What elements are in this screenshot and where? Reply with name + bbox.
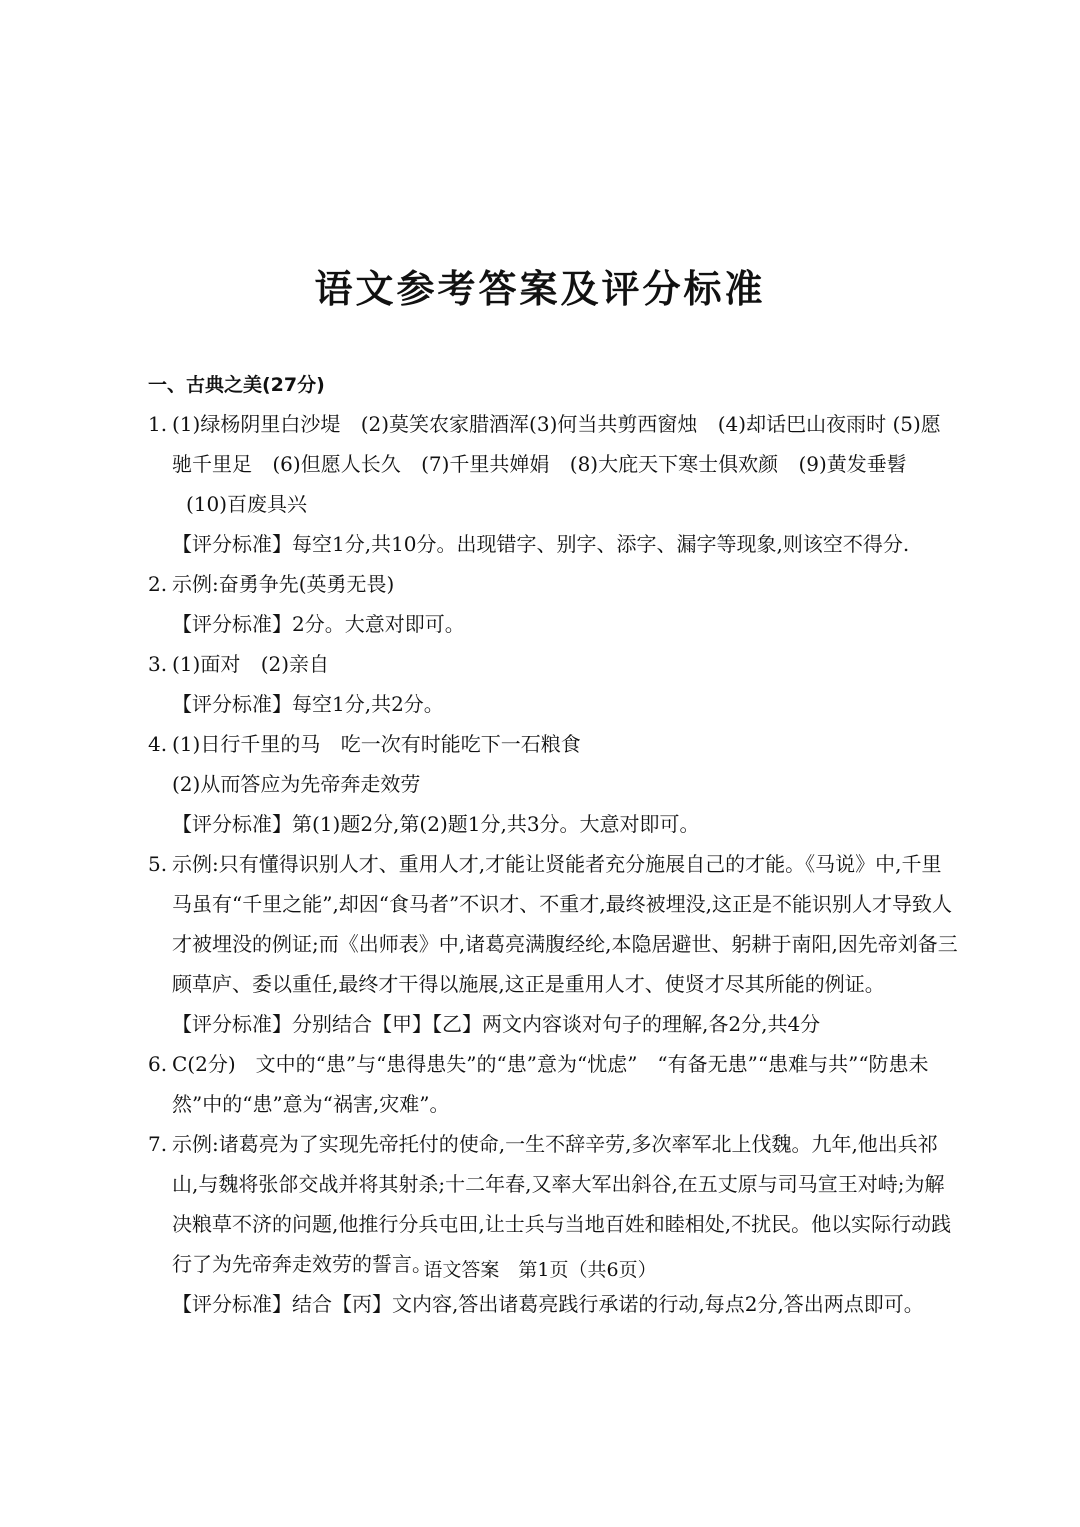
answer-text: 示例:诸葛亮为了实现先帝托付的使命,一生不辞辛劳,多次率军北上伐魏。九年,他出兵祁山,与魏将张郃交战并将其射杀;十二年春,又率大军出斜谷,在五丈原与司马宣王对峙;为解决粮草不济的问题,他推行分兵屯田,让士兵与当地百姓和睦相处,不扰民。他以实际行动践行了为先帝奔走效劳的誓言。 bbox=[172, 1132, 952, 1276]
answer-item-4 bbox=[148, 724, 958, 764]
scoring-standard: 【评分标准】分别结合【甲】【乙】两文内容谈对句子的理解,各2分,共4分 bbox=[172, 1012, 821, 1036]
answer-item-2 bbox=[148, 564, 958, 604]
item-number: 3. bbox=[148, 652, 168, 676]
page-title: 语文参考答案及评分标准 bbox=[314, 267, 766, 311]
item-number: 5. bbox=[148, 852, 168, 876]
blank-answer: (1)面对 bbox=[172, 652, 241, 676]
answer-item-6 bbox=[148, 1044, 958, 1124]
item-number: 2. bbox=[148, 572, 168, 596]
answer-part: (1)日行千里的马 bbox=[172, 732, 321, 756]
blank-answer: (6)但愿人长久 bbox=[272, 452, 401, 476]
blank-answer: (4)却话巴山夜雨时 bbox=[717, 412, 887, 436]
blank-answer: (3)何当共剪西窗烛 bbox=[529, 412, 698, 436]
section-heading: 一、古典之美(27分) bbox=[148, 374, 325, 396]
scoring-standard: 【评分标准】第(1)题2分,第(2)题1分,共3分。大意对即可。 bbox=[172, 812, 700, 836]
blank-answer: (9)黄发垂髫 bbox=[798, 452, 907, 476]
blank-answer: (5)愿驰千里足 bbox=[172, 412, 941, 476]
answer-item-1 bbox=[148, 404, 958, 524]
answer-text: 示例:只有懂得识别人才、重用人才,才能让贤能者充分施展自己的才能。《马说》中,千里马虽有“千里之能”,却因“食马者”不识才、不重才,最终被埋没,这正是不能识别人才导致人才被埋没的例证;而《出师表》中,诸葛亮满腹经纶,本隐居避世、躬耕于南阳,因先帝刘备三顾草庐、委以重任,最终才干得以施展,这正是重用人才、使贤才尽其所能的例证。 bbox=[172, 852, 958, 996]
blank-answer: (1)绿杨阴里白沙堤 bbox=[172, 412, 341, 436]
scoring-standard: 【评分标准】结合【丙】文内容,答出诸葛亮践行承诺的行动,每点2分,答出两点即可。 bbox=[172, 1292, 924, 1316]
blank-answer: (10)百废具兴 bbox=[186, 492, 308, 516]
item-number: 6. bbox=[148, 1052, 168, 1076]
scoring-standard: 【评分标准】每空1分,共10分。出现错字、别字、添字、漏字等现象,则该空不得分. bbox=[172, 532, 910, 556]
answer-text: C(2分) 文中的“患”与“患得患失”的“患”意为“忧虑” “有备无患”“患难与共”“防患未然”中的“患”意为“祸害,灾难”。 bbox=[172, 1052, 929, 1116]
answer-text: 示例:奋勇争先(英勇无畏) bbox=[172, 572, 395, 596]
page-footer: 语文答案 第1页（共6页） bbox=[423, 1259, 657, 1281]
blank-answer: (2)亲自 bbox=[260, 652, 330, 676]
blank-answer: (7)千里共婵娟 bbox=[421, 452, 550, 476]
item-number: 4. bbox=[148, 732, 168, 756]
answer-item-5 bbox=[148, 844, 958, 1004]
answer-line: (2)从而答应为先帝奔走效劳 bbox=[172, 772, 421, 796]
scoring-standard: 【评分标准】每空1分,共2分。 bbox=[172, 692, 444, 716]
item-number: 7. bbox=[148, 1132, 168, 1156]
item-number: 1. bbox=[148, 412, 168, 436]
answer-content bbox=[148, 404, 958, 1324]
scoring-standard: 【评分标准】2分。大意对即可。 bbox=[172, 612, 465, 636]
answer-item-3 bbox=[148, 644, 958, 684]
answer-part: 吃一次有时能吃下一石粮食 bbox=[340, 732, 581, 756]
blank-answer: (8)大庇天下寒士俱欢颜 bbox=[569, 452, 779, 476]
blank-answer: (2)莫笑农家腊酒浑 bbox=[360, 412, 530, 436]
